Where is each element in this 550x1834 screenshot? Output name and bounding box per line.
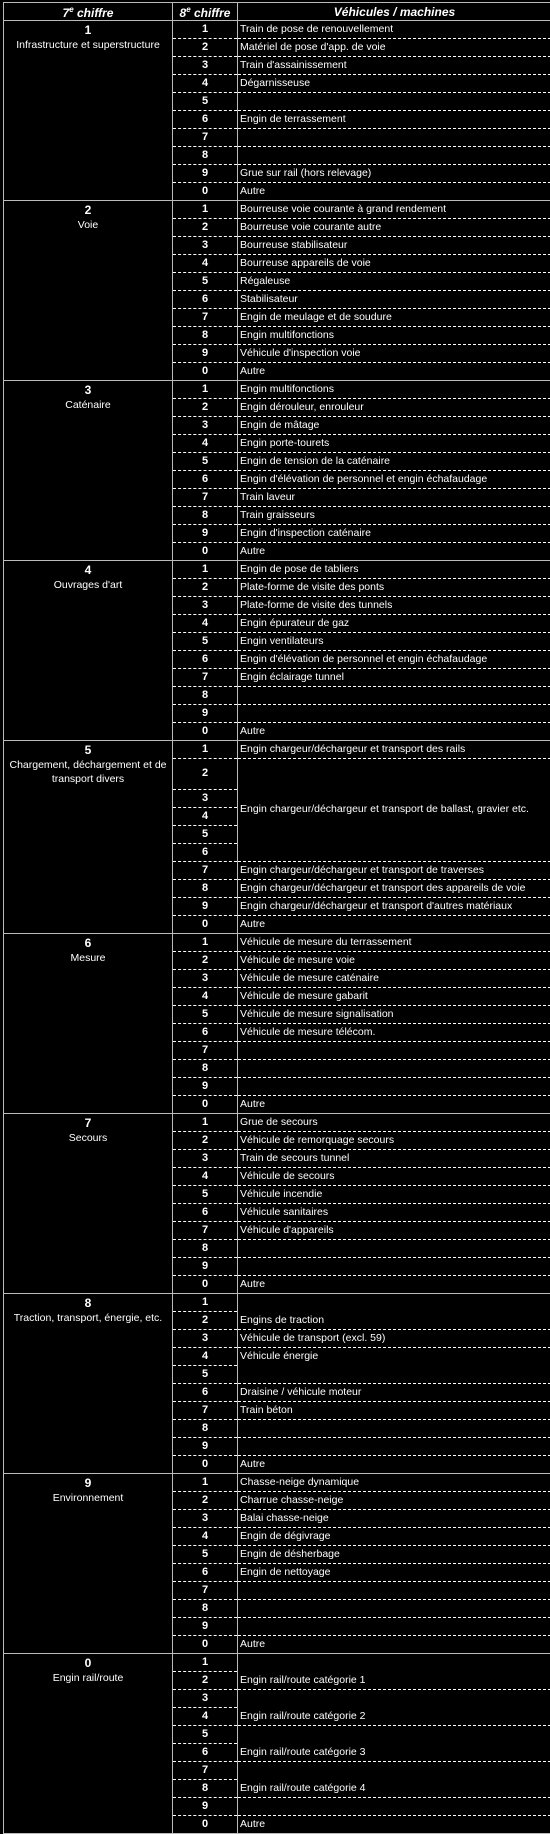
vehicle-cell: Engin multifonctions <box>238 327 550 345</box>
digit-cell: 1 <box>173 1473 238 1491</box>
digit-cell: 5 <box>173 273 238 291</box>
vehicle-cell: Engin chargeur/déchargeur et transport des rails <box>238 741 550 759</box>
digit-cell: 1 <box>173 741 238 759</box>
vehicle-cell: Chasse-neige dynamique <box>238 1473 550 1491</box>
digit-cell: 6 <box>173 1203 238 1221</box>
digit-cell: 0 <box>173 915 238 933</box>
digit-cell: 4 <box>173 807 238 825</box>
group-label: Voie <box>4 218 172 232</box>
digit-cell: 6 <box>173 1023 238 1041</box>
vehicle-cell: Véhicule de mesure télécom. <box>238 1023 550 1041</box>
digit-cell: 9 <box>173 1257 238 1275</box>
group-label: Traction, transport, énergie, etc. <box>4 1311 172 1325</box>
vehicle-cell: Engin rail/route catégorie 2 <box>238 1689 550 1725</box>
vehicle-cell: Matériel de pose d'app. de voie <box>238 39 550 57</box>
vehicle-cell: Engin chargeur/déchargeur et transport des appareils de voie <box>238 879 550 897</box>
digit-cell: 8 <box>173 327 238 345</box>
vehicle-cell: Train d'assainissement <box>238 57 550 75</box>
group-cell <box>4 1473 173 1653</box>
header-8-number: 8 <box>180 6 187 20</box>
group-cell <box>4 1113 173 1293</box>
digit-cell: 4 <box>173 75 238 93</box>
vehicle-cell: Engin ventilateurs <box>238 633 550 651</box>
digit-cell: 4 <box>173 1527 238 1545</box>
group-label: Secours <box>4 1131 172 1145</box>
vehicle-cell <box>238 147 550 165</box>
vehicle-cell: Autre <box>238 183 550 201</box>
digit-cell: 7 <box>173 669 238 687</box>
digit-cell: 8 <box>173 879 238 897</box>
vehicle-cell: Autre <box>238 723 550 741</box>
vehicle-cell: Engin éclairage tunnel <box>238 669 550 687</box>
table-row <box>4 561 550 579</box>
vehicle-cell: Autre <box>238 543 550 561</box>
digit-cell: 9 <box>173 1077 238 1095</box>
digit-cell: 2 <box>173 219 238 237</box>
vehicle-cell: Autre <box>238 1635 550 1653</box>
vehicle-cell <box>238 705 550 723</box>
digit-cell: 8 <box>173 1599 238 1617</box>
digit-cell: 2 <box>173 1671 238 1689</box>
digit-cell: 1 <box>173 1113 238 1131</box>
vehicle-cell <box>238 1419 550 1437</box>
digit-cell: 3 <box>173 417 238 435</box>
vehicle-cell: Véhicule de mesure caténaire <box>238 969 550 987</box>
table-row <box>4 741 550 759</box>
vehicle-cell <box>238 1257 550 1275</box>
digit-cell: 2 <box>173 759 238 790</box>
digit-cell: 0 <box>173 183 238 201</box>
vehicle-cell <box>238 93 550 111</box>
digit-cell: 9 <box>173 525 238 543</box>
vehicle-cell: Bourreuse stabilisateur <box>238 237 550 255</box>
digit-cell: 6 <box>173 843 238 861</box>
vehicle-cell <box>238 129 550 147</box>
table-row <box>4 1653 550 1671</box>
vehicle-cell: Plate-forme de visite des tunnels <box>238 597 550 615</box>
group-cell <box>4 1293 173 1473</box>
vehicle-cell <box>238 1617 550 1635</box>
digit-cell: 9 <box>173 705 238 723</box>
digit-cell: 5 <box>173 825 238 843</box>
table-row <box>4 21 550 39</box>
vehicle-cell <box>238 1059 550 1077</box>
digit-cell: 1 <box>173 201 238 219</box>
digit-cell: 7 <box>173 129 238 147</box>
digit-cell: 5 <box>173 1005 238 1023</box>
vehicle-cell: Bourreuse appareils de voie <box>238 255 550 273</box>
group-cell <box>4 201 173 381</box>
digit-cell: 5 <box>173 1185 238 1203</box>
vehicle-cell: Véhicule de mesure du terrassement <box>238 933 550 951</box>
digit-cell: 6 <box>173 1383 238 1401</box>
digit-cell: 4 <box>173 435 238 453</box>
digit-cell: 0 <box>173 1095 238 1113</box>
vehicle-cell: Engin de meulage et de soudure <box>238 309 550 327</box>
digit-cell: 5 <box>173 1365 238 1383</box>
digit-cell: 3 <box>173 969 238 987</box>
header-8-word: chiffre <box>194 6 230 20</box>
group-number: 6 <box>4 936 172 950</box>
vehicle-cell: Train de pose de renouvellement <box>238 21 550 39</box>
digit-cell: 6 <box>173 1563 238 1581</box>
digit-cell: 7 <box>173 309 238 327</box>
digit-cell: 3 <box>173 1689 238 1707</box>
vehicle-cell: Véhicule d'inspection voie <box>238 345 550 363</box>
vehicle-cell: Engin de terrassement <box>238 111 550 129</box>
group-label: Caténaire <box>4 398 172 412</box>
group-number: 0 <box>4 1656 172 1670</box>
digit-cell: 0 <box>173 1815 238 1833</box>
vehicle-cell <box>238 687 550 705</box>
digit-cell: 6 <box>173 471 238 489</box>
table-row <box>4 1473 550 1491</box>
vehicle-cell: Balai chasse-neige <box>238 1509 550 1527</box>
group-label: Mesure <box>4 951 172 965</box>
table-row <box>4 933 550 951</box>
vehicle-cell <box>238 1599 550 1617</box>
group-cell <box>4 933 173 1113</box>
digit-cell: 4 <box>173 1167 238 1185</box>
digit-cell: 1 <box>173 1293 238 1311</box>
vehicle-cell: Grue de secours <box>238 1113 550 1131</box>
digit-cell: 7 <box>173 1041 238 1059</box>
group-cell <box>4 381 173 561</box>
digit-cell: 5 <box>173 1545 238 1563</box>
vehicle-cell: Grue sur rail (hors relevage) <box>238 165 550 183</box>
header-row <box>4 3 550 21</box>
digit-cell: 2 <box>173 1131 238 1149</box>
table-row <box>4 1293 550 1311</box>
vehicle-cell: Autre <box>238 915 550 933</box>
group-cell <box>4 561 173 741</box>
table-row <box>4 201 550 219</box>
digit-cell: 0 <box>173 363 238 381</box>
digit-cell: 1 <box>173 21 238 39</box>
group-cell <box>4 1653 173 1833</box>
group-number: 3 <box>4 383 172 397</box>
vehicle-cell: Véhicule de remorquage secours <box>238 1131 550 1149</box>
digit-cell: 9 <box>173 897 238 915</box>
digit-cell: 4 <box>173 1707 238 1725</box>
group-cell <box>4 741 173 934</box>
digit-cell: 9 <box>173 165 238 183</box>
digit-cell: 9 <box>173 345 238 363</box>
header-7-suffix: e <box>69 5 73 14</box>
digit-cell: 2 <box>173 1491 238 1509</box>
digit-cell: 0 <box>173 1275 238 1293</box>
digit-cell: 8 <box>173 147 238 165</box>
table-row <box>4 381 550 399</box>
vehicle-cell: Stabilisateur <box>238 291 550 309</box>
digit-cell: 1 <box>173 561 238 579</box>
digit-cell: 8 <box>173 1779 238 1797</box>
group-number: 9 <box>4 1476 172 1490</box>
digit-cell: 6 <box>173 651 238 669</box>
header-7-number: 7 <box>63 6 70 20</box>
vehicle-code-table <box>3 2 550 1834</box>
digit-cell: 8 <box>173 687 238 705</box>
digit-cell: 3 <box>173 1329 238 1347</box>
group-number: 1 <box>4 23 172 37</box>
vehicle-cell <box>238 1581 550 1599</box>
digit-cell: 0 <box>173 543 238 561</box>
vehicle-cell: Véhicule sanitaires <box>238 1203 550 1221</box>
vehicle-cell: Engin d'élévation de personnel et engin échafaudage <box>238 651 550 669</box>
vehicle-cell: Engins de traction <box>238 1293 550 1329</box>
digit-cell: 3 <box>173 57 238 75</box>
vehicle-cell <box>238 1239 550 1257</box>
digit-cell: 2 <box>173 399 238 417</box>
vehicle-cell: Engin rail/route catégorie 4 <box>238 1761 550 1797</box>
vehicle-cell: Véhicule d'appareils <box>238 1221 550 1239</box>
group-label: Chargement, déchargement et de transport divers <box>4 758 172 786</box>
digit-cell: 3 <box>173 237 238 255</box>
header-7th-digit <box>4 3 173 21</box>
digit-cell: 6 <box>173 1743 238 1761</box>
vehicle-cell: Autre <box>238 1815 550 1833</box>
digit-cell: 9 <box>173 1797 238 1815</box>
header-7-word: chiffre <box>77 6 113 20</box>
digit-cell: 5 <box>173 1725 238 1743</box>
vehicle-cell <box>238 1077 550 1095</box>
group-number: 2 <box>4 203 172 217</box>
digit-cell: 5 <box>173 93 238 111</box>
digit-cell: 4 <box>173 615 238 633</box>
group-label: Infrastructure et superstructure <box>4 38 172 52</box>
vehicle-cell: Engin d'élévation de personnel et engin échafaudage <box>238 471 550 489</box>
digit-cell: 9 <box>173 1617 238 1635</box>
vehicle-cell: Bourreuse voie courante autre <box>238 219 550 237</box>
digit-cell: 2 <box>173 951 238 969</box>
vehicle-cell: Autre <box>238 363 550 381</box>
vehicle-cell: Engin chargeur/déchargeur et transport d'autres matériaux <box>238 897 550 915</box>
digit-cell: 3 <box>173 597 238 615</box>
vehicle-cell: Véhicule de mesure gabarit <box>238 987 550 1005</box>
group-label: Environnement <box>4 1491 172 1505</box>
digit-cell: 2 <box>173 579 238 597</box>
digit-cell: 0 <box>173 1455 238 1473</box>
vehicle-cell: Engin de dégivrage <box>238 1527 550 1545</box>
group-label: Engin rail/route <box>4 1671 172 1685</box>
vehicle-cell <box>238 1797 550 1815</box>
group-number: 7 <box>4 1116 172 1130</box>
vehicle-cell: Engin chargeur/déchargeur et transport de ballast, gravier etc. <box>238 759 550 862</box>
vehicle-cell: Véhicule de secours <box>238 1167 550 1185</box>
vehicle-cell: Autre <box>238 1275 550 1293</box>
digit-cell: 3 <box>173 1509 238 1527</box>
digit-cell: 1 <box>173 933 238 951</box>
digit-cell: 7 <box>173 1581 238 1599</box>
table-body <box>4 21 550 1834</box>
vehicle-cell: Engin de tension de la caténaire <box>238 453 550 471</box>
vehicle-cell: Engin multifonctions <box>238 381 550 399</box>
vehicle-cell: Train béton <box>238 1401 550 1419</box>
header-8th-digit <box>173 3 238 21</box>
digit-cell: 3 <box>173 789 238 807</box>
vehicle-cell: Engin rail/route catégorie 1 <box>238 1653 550 1689</box>
digit-cell: 7 <box>173 1401 238 1419</box>
digit-cell: 1 <box>173 381 238 399</box>
vehicle-cell: Draisine / véhicule moteur <box>238 1383 550 1401</box>
vehicle-cell: Engin de pose de tabliers <box>238 561 550 579</box>
vehicle-cell: Train laveur <box>238 489 550 507</box>
vehicle-cell: Engin porte-tourets <box>238 435 550 453</box>
digit-cell: 1 <box>173 1653 238 1671</box>
vehicle-cell: Véhicule incendie <box>238 1185 550 1203</box>
vehicle-cell: Engin d'inspection caténaire <box>238 525 550 543</box>
vehicle-cell: Autre <box>238 1095 550 1113</box>
digit-cell: 6 <box>173 291 238 309</box>
digit-cell: 8 <box>173 1239 238 1257</box>
header-8-suffix: e <box>186 5 190 14</box>
group-number: 4 <box>4 563 172 577</box>
vehicle-cell: Véhicule de mesure signalisation <box>238 1005 550 1023</box>
group-number: 8 <box>4 1296 172 1310</box>
vehicle-cell: Dégarnisseuse <box>238 75 550 93</box>
vehicle-cell: Engin de mâtage <box>238 417 550 435</box>
vehicle-cell: Plate-forme de visite des ponts <box>238 579 550 597</box>
table-row <box>4 1113 550 1131</box>
digit-cell: 8 <box>173 1419 238 1437</box>
digit-cell: 7 <box>173 1761 238 1779</box>
vehicle-cell: Véhicule de mesure voie <box>238 951 550 969</box>
vehicle-cell: Engin épurateur de gaz <box>238 615 550 633</box>
digit-cell: 6 <box>173 111 238 129</box>
group-cell <box>4 21 173 201</box>
digit-cell: 8 <box>173 507 238 525</box>
digit-cell: 5 <box>173 633 238 651</box>
vehicle-cell: Engin rail/route catégorie 3 <box>238 1725 550 1761</box>
digit-cell: 8 <box>173 1059 238 1077</box>
digit-cell: 7 <box>173 861 238 879</box>
digit-cell: 9 <box>173 1437 238 1455</box>
digit-cell: 5 <box>173 453 238 471</box>
vehicle-cell: Régaleuse <box>238 273 550 291</box>
digit-cell: 4 <box>173 987 238 1005</box>
digit-cell: 4 <box>173 1347 238 1365</box>
vehicle-cell: Train graisseurs <box>238 507 550 525</box>
digit-cell: 7 <box>173 1221 238 1239</box>
vehicle-cell: Charrue chasse-neige <box>238 1491 550 1509</box>
digit-cell: 2 <box>173 1311 238 1329</box>
vehicle-cell: Train de secours tunnel <box>238 1149 550 1167</box>
vehicle-cell: Engin chargeur/déchargeur et transport de traverses <box>238 861 550 879</box>
vehicle-cell: Engin de désherbage <box>238 1545 550 1563</box>
digit-cell: 0 <box>173 1635 238 1653</box>
digit-cell: 4 <box>173 255 238 273</box>
digit-cell: 2 <box>173 39 238 57</box>
vehicle-cell: Engin dérouleur, enrouleur <box>238 399 550 417</box>
vehicle-cell <box>238 1437 550 1455</box>
vehicle-cell: Véhicule énergie <box>238 1347 550 1383</box>
vehicle-cell <box>238 1041 550 1059</box>
vehicle-cell: Autre <box>238 1455 550 1473</box>
group-number: 5 <box>4 743 172 757</box>
header-vehicles: Véhicules / machines <box>238 3 550 21</box>
vehicle-cell: Engin de nettoyage <box>238 1563 550 1581</box>
digit-cell: 3 <box>173 1149 238 1167</box>
group-label: Ouvrages d'art <box>4 578 172 592</box>
vehicle-cell: Bourreuse voie courante à grand rendement <box>238 201 550 219</box>
digit-cell: 7 <box>173 489 238 507</box>
digit-cell: 0 <box>173 723 238 741</box>
vehicle-cell: Véhicule de transport (excl. 59) <box>238 1329 550 1347</box>
